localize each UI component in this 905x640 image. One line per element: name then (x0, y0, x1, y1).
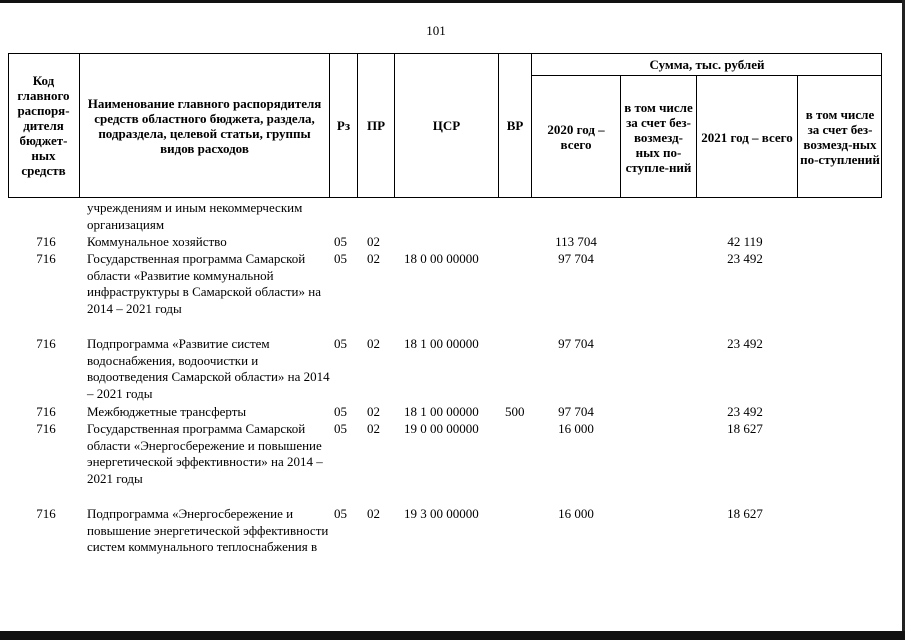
header-name: Наименование главного распорядителя средств областного бюджета, раздела, подраздела, целевой статьи, группы видов расходов (79, 53, 329, 198)
cell-name: Подпрограмма «Энергосбережение и повышение энергетической эффективности систем коммунального теплоснабжения в (87, 506, 329, 555)
cell-2021-total: 23 492 (727, 251, 763, 266)
top-scan-rule (0, 0, 905, 3)
cell-2021-total: 23 492 (727, 404, 763, 419)
cell-name: Государственная программа Самарской области «Развитие коммунальной инфраструктуры в Самарской области» на 2014 – 2021 годы (87, 251, 321, 317)
cell-name: Государственная программа Самарской области «Энергосбережение и повышение энергетической эффективности» на 2014 – 2021 годы (87, 421, 323, 487)
cell-pr: 02 (367, 234, 380, 249)
cell-2021-total: 18 627 (727, 421, 763, 436)
header-vr: ВР (498, 53, 531, 198)
page-number: 101 (426, 23, 446, 38)
cell-pr: 02 (367, 251, 380, 266)
header-sum-group: Сумма, тыс. рублей (531, 53, 882, 75)
header-pr: ПР (357, 53, 394, 198)
cell-2020-total: 113 704 (555, 234, 597, 249)
cell-name: Коммунальное хозяйство (87, 234, 227, 249)
cell-code: 716 (36, 506, 56, 521)
cell-code: 716 (36, 336, 56, 351)
cell-2020-total: 16 000 (558, 421, 594, 436)
cell-rz: 05 (334, 404, 347, 419)
cell-pr: 02 (367, 404, 380, 419)
cell-rz: 05 (334, 506, 347, 521)
cell-csr: 18 1 00 00000 (404, 336, 479, 351)
cell-csr: 19 0 00 00000 (404, 421, 479, 436)
cell-csr: 18 1 00 00000 (404, 404, 479, 419)
cell-2021-total: 18 627 (727, 506, 763, 521)
cell-rz: 05 (334, 234, 347, 249)
cell-2020-total: 97 704 (558, 251, 594, 266)
cell-vr: 500 (505, 404, 525, 419)
cell-name: учреждениям и иным некоммерческим организациям (87, 200, 303, 232)
cell-2020-total: 97 704 (558, 404, 594, 419)
cell-2021-total: 23 492 (727, 336, 763, 351)
header-csr: ЦСР (394, 53, 498, 198)
cell-code: 716 (36, 421, 56, 436)
header-2020-free: в том числе за счет без-возмезд-ных по-ступле-ний (620, 75, 696, 198)
bottom-scan-rule (0, 631, 905, 640)
cell-pr: 02 (367, 336, 380, 351)
cell-rz: 05 (334, 251, 347, 266)
cell-pr: 02 (367, 421, 380, 436)
cell-2021-total: 42 119 (727, 234, 763, 249)
header-code: Код главного распоря-дителя бюджет-ных средств (17, 73, 70, 178)
cell-rz: 05 (334, 421, 347, 436)
cell-csr: 19 3 00 00000 (404, 506, 479, 521)
header-2020-total: 2020 год – всего (531, 75, 620, 198)
cell-pr: 02 (367, 506, 380, 521)
cell-rz: 05 (334, 336, 347, 351)
header-rz: Рз (329, 53, 357, 198)
header-2021-free: в том числе за счет без-возмезд-ных по-ступлений (797, 75, 882, 198)
cell-csr: 18 0 00 00000 (404, 251, 479, 266)
header-2021-total: 2021 год – всего (696, 75, 797, 198)
cell-name: Подпрограмма «Развитие систем водоснабжения, водоочистки и водоотведения Самарской области» на 2014 – 2021 годы (87, 336, 330, 402)
table-header (8, 53, 882, 198)
cell-code: 716 (36, 404, 56, 419)
cell-code: 716 (36, 251, 56, 266)
cell-code: 716 (36, 234, 56, 249)
cell-2020-total: 16 000 (558, 506, 594, 521)
cell-2020-total: 97 704 (558, 336, 594, 351)
cell-name: Межбюджетные трансферты (87, 404, 247, 419)
